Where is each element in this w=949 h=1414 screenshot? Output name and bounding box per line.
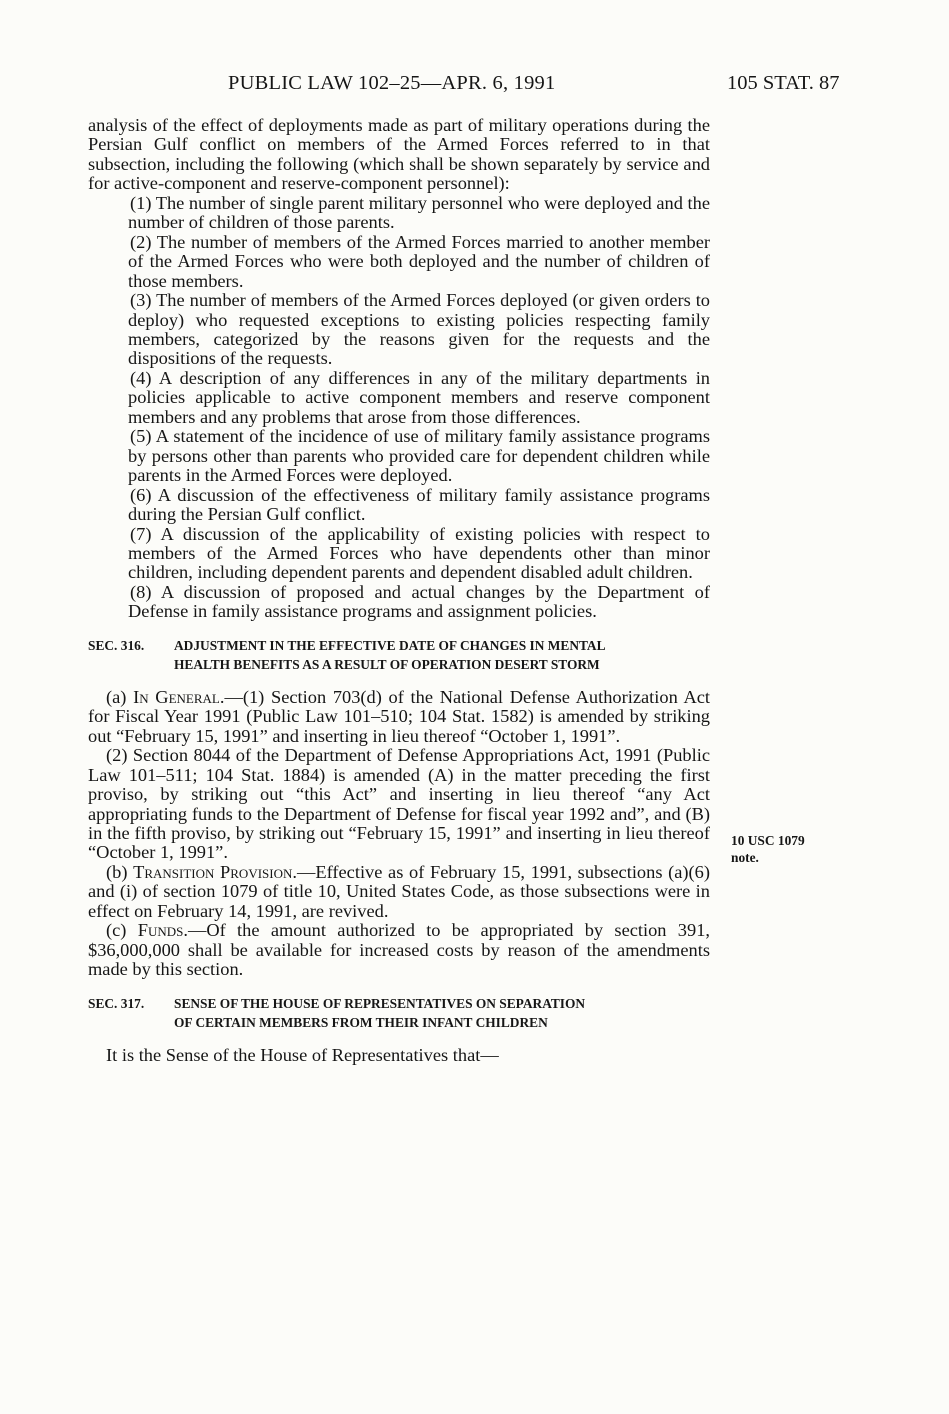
list-item: (8) A discussion of proposed and actual changes by the Department of Defense in family assistance programs and assignment policies. [128,581,710,622]
subsection-label: (c) [106,920,138,941]
margin-note-suffix: note. [731,850,759,865]
section-317-text: It is the Sense of the House of Representatives that— [106,1044,499,1065]
stat-page-number: 105 STAT. 87 [727,72,840,94]
subsection-label: (b) [106,861,134,882]
list-item: (3) The number of members of the Armed Forces deployed (or given orders to deploy) who requested exceptions to existing policies respecting family members, categorized by the reasons given for the requests and the dispositions of the requests. [128,290,710,369]
section-number: SEC. 317. [88,995,145,1011]
section-title-rest: HEALTH BENEFITS AS A RESULT OF OPERATION DESERT STORM [174,656,600,672]
subsection-label: (a) [106,686,134,707]
subsection-text: .—(1) Section 703(d) of the National Defense Authorization Act for Fiscal Year 1991 (Public Law 101–510; 104 Stat. 1582) is amended by striking out “February 15, 1991” and inserting in lieu thereof “October 1, 1991”. [88,686,710,746]
list-item: (7) A discussion of the applicability of existing policies with respect to members of the Armed Forces who have dependents other than minor children, including dependent parents and dependent disabled adult children. [128,523,710,583]
running-title: PUBLIC LAW 102–25—APR. 6, 1991 [228,72,556,94]
subsection-heading: Funds [137,920,184,941]
subsection-a2: (2) Section 8044 of the Department of Defense Appropriations Act, 1991 (Public Law 101–511; 104 Stat. 1884) is amended (A) in the matter preceding the first proviso, by striking out “this Act” and inserting in lieu thereof “any Act appropriating funds to the Department of Defense for fiscal year 1992 and”, and (B) in the fifth proviso, by striking out “February 15, 1991” and inserting in lieu thereof “October 1, 1991”. [88,745,710,863]
list-item: (6) A discussion of the effectiveness of military family assistance programs during the Persian Gulf conflict. [128,484,710,525]
list-item: (2) The number of members of the Armed Forces married to another member of the Armed Forces who were both deployed and the number of children of those members. [128,231,710,291]
subsection-c [88,921,710,979]
section-number: SEC. 316. [88,637,145,653]
margin-note [731,832,851,866]
subsection-b [88,863,710,921]
page-header [0,72,949,102]
section-title-line: SENSE OF THE HOUSE OF REPRESENTATIVES ON SEPARATION [174,995,586,1011]
section-316-heading [88,636,710,674]
subsection-text: .—Of the amount authorized to be appropriated by section 391, $36,000,000 shall be available for increased costs by reason of the amendments made by this section. [88,920,710,980]
intro-paragraph: analysis of the effect of deployments made as part of military operations during the Persian Gulf conflict on members of the Armed Forces referred to in that subsection, including the following (which shall be shown separately by service and for active-component and reserve-component personnel): [88,115,710,194]
subsection-heading: In General [133,686,220,707]
section-title-rest: OF CERTAIN MEMBERS FROM THEIR INFANT CHILDREN [174,1014,548,1030]
subsection-a [88,688,710,746]
subsection-text: .—Effective as of February 15, 1991, subsections (a)(6) and (i) of section 1079 of title 10, United States Code, as those subsections were in effect on February 14, 1991, are revived. [88,861,710,921]
list-item: (1) The number of single parent military personnel who were deployed and the number of children of those parents. [128,192,710,233]
list-item: (5) A statement of the incidence of use of military family assistance programs by persons other than parents who provided care for dependent children while parents in the Armed Forces were deployed. [128,426,710,486]
section-317-heading [88,994,710,1032]
margin-note-citation: 10 USC 1079 [731,833,805,848]
subsection-heading: Transition Provision [133,861,293,882]
list-item: (4) A description of any differences in any of the military departments in policies applicable to active component members and reserve component members and any problems that arose from those differences. [128,367,710,427]
section-title-line: ADJUSTMENT IN THE EFFECTIVE DATE OF CHANGES IN MENTAL [174,637,606,653]
page-body [88,116,710,1065]
